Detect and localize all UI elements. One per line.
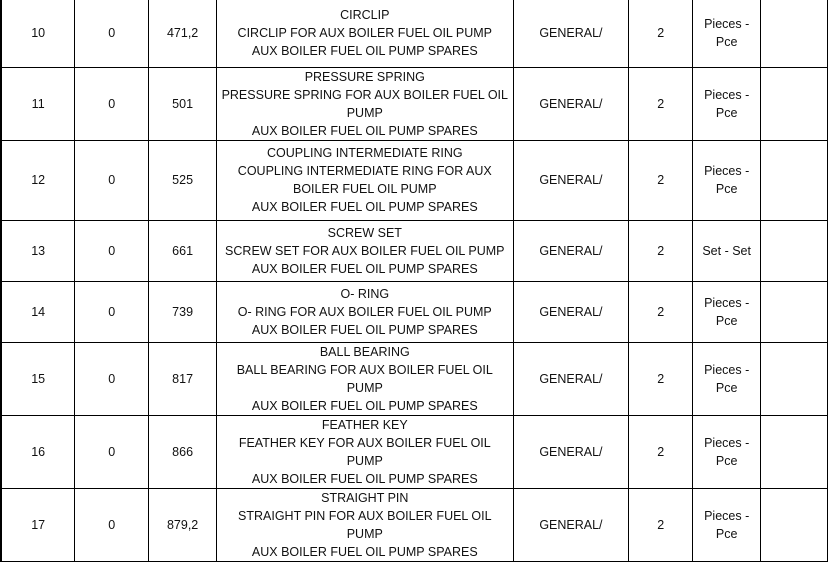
remarks-cell (761, 415, 828, 488)
quantity-cell: 2 (629, 220, 693, 281)
part-description: PRESSURE SPRING FOR AUX BOILER FUEL OIL PUMP (221, 87, 508, 120)
revision-cell: 0 (75, 342, 149, 415)
remarks-cell (761, 342, 828, 415)
unit-line: Set - Set (702, 243, 751, 258)
part-group: AUX BOILER FUEL OIL PUMP SPARES (251, 471, 478, 486)
unit-line: Pieces - (704, 295, 750, 310)
unit-line: Pieces - (704, 17, 750, 32)
revision-cell: 0 (75, 140, 149, 220)
part-title: O- RING (340, 286, 390, 301)
quantity-cell: 2 (629, 140, 693, 220)
item-number-cell: 12 (1, 140, 75, 220)
unit-code: Pce (715, 313, 738, 328)
description-cell (217, 281, 513, 342)
revision-cell: 0 (75, 67, 149, 140)
remarks-cell (761, 488, 828, 561)
position-cell: 879,2 (149, 488, 217, 561)
unit-cell (693, 67, 761, 140)
unit-cell (693, 140, 761, 220)
unit-line: Pieces - (704, 164, 750, 178)
revision-cell: 0 (75, 488, 149, 561)
item-number-cell: 14 (1, 281, 75, 342)
unit-code: Pce (715, 380, 738, 395)
description-cell (217, 415, 513, 488)
item-number-cell: 17 (1, 488, 75, 561)
quantity-cell: 2 (629, 281, 693, 342)
part-title: FEATHER KEY (321, 417, 408, 432)
quantity-cell: 2 (629, 488, 693, 561)
part-description: BALL BEARING FOR AUX BOILER FUEL OIL PUMP (236, 362, 493, 395)
position-cell: 525 (149, 140, 217, 220)
position-cell: 471,2 (149, 0, 217, 67)
remarks-cell (761, 67, 828, 140)
table-row (1, 0, 828, 67)
item-number-cell: 11 (1, 67, 75, 140)
part-description: COUPLING INTERMEDIATE RING FOR AUX BOILER FUEL OIL PUMP (237, 164, 492, 196)
part-title: COUPLING INTERMEDIATE RING (266, 146, 463, 160)
unit-cell (693, 0, 761, 67)
quantity-cell: 2 (629, 415, 693, 488)
unit-cell (693, 281, 761, 342)
category-cell: GENERAL/ (513, 488, 629, 561)
category-cell: GENERAL/ (513, 0, 629, 67)
position-cell: 661 (149, 220, 217, 281)
part-title: SCREW SET (327, 225, 402, 240)
table-row (1, 488, 828, 561)
unit-code: Pce (715, 526, 738, 541)
part-description: FEATHER KEY FOR AUX BOILER FUEL OIL PUMP (238, 435, 491, 468)
category-cell: GENERAL/ (513, 342, 629, 415)
part-group: AUX BOILER FUEL OIL PUMP SPARES (251, 544, 478, 559)
unit-line: Pieces - (704, 87, 750, 102)
revision-cell: 0 (75, 220, 149, 281)
description-cell (217, 140, 513, 220)
category-cell: GENERAL/ (513, 140, 629, 220)
part-title: STRAIGHT PIN (321, 490, 409, 505)
part-group: AUX BOILER FUEL OIL PUMP SPARES (251, 44, 478, 59)
description-cell (217, 488, 513, 561)
part-description: CIRCLIP FOR AUX BOILER FUEL OIL PUMP (237, 26, 493, 41)
item-number-cell: 13 (1, 220, 75, 281)
part-group: AUX BOILER FUEL OIL PUMP SPARES (251, 322, 478, 337)
part-group: AUX BOILER FUEL OIL PUMP SPARES (251, 123, 478, 138)
item-number-cell: 10 (1, 0, 75, 67)
quantity-cell: 2 (629, 67, 693, 140)
category-cell: GENERAL/ (513, 281, 629, 342)
position-cell: 866 (149, 415, 217, 488)
remarks-cell (761, 220, 828, 281)
table-row (1, 281, 828, 342)
description-cell (217, 67, 513, 140)
part-description: STRAIGHT PIN FOR AUX BOILER FUEL OIL PUMP (238, 508, 492, 541)
description-cell (217, 342, 513, 415)
part-group: AUX BOILER FUEL OIL PUMP SPARES (251, 398, 478, 413)
unit-cell (693, 415, 761, 488)
part-group: AUX BOILER FUEL OIL PUMP SPARES (251, 261, 478, 276)
quantity-cell: 2 (629, 0, 693, 67)
category-cell: GENERAL/ (513, 67, 629, 140)
category-cell: GENERAL/ (513, 415, 629, 488)
unit-cell (693, 488, 761, 561)
remarks-cell (761, 281, 828, 342)
part-description: SCREW SET FOR AUX BOILER FUEL OIL PUMP (225, 243, 505, 258)
table-row (1, 415, 828, 488)
unit-line: Pieces - (704, 362, 750, 377)
quantity-cell: 2 (629, 342, 693, 415)
remarks-cell (761, 140, 828, 220)
table-body (1, 0, 828, 561)
part-title: BALL BEARING (319, 344, 410, 359)
revision-cell: 0 (75, 0, 149, 67)
part-description: O- RING FOR AUX BOILER FUEL OIL PUMP (237, 304, 492, 319)
revision-cell: 0 (75, 415, 149, 488)
position-cell: 739 (149, 281, 217, 342)
category-cell: GENERAL/ (513, 220, 629, 281)
table-row (1, 67, 828, 140)
item-number-cell: 15 (1, 342, 75, 415)
revision-cell: 0 (75, 281, 149, 342)
table-row (1, 220, 828, 281)
description-cell (217, 0, 513, 67)
unit-code: Pce (715, 453, 738, 468)
position-cell: 501 (149, 67, 217, 140)
unit-cell (693, 342, 761, 415)
table-row (1, 140, 828, 220)
table-row (1, 342, 828, 415)
part-title: PRESSURE SPRING (304, 69, 425, 84)
unit-cell (693, 220, 761, 281)
remarks-cell (761, 0, 828, 67)
unit-code: Pce (715, 182, 738, 196)
part-title: CIRCLIP (340, 8, 390, 23)
unit-code: Pce (715, 35, 738, 50)
unit-line: Pieces - (704, 435, 750, 450)
unit-code: Pce (715, 105, 738, 120)
description-cell (217, 220, 513, 281)
unit-line: Pieces - (704, 508, 750, 523)
part-group: AUX BOILER FUEL OIL PUMP SPARES (251, 200, 478, 214)
position-cell: 817 (149, 342, 217, 415)
item-number-cell: 16 (1, 415, 75, 488)
